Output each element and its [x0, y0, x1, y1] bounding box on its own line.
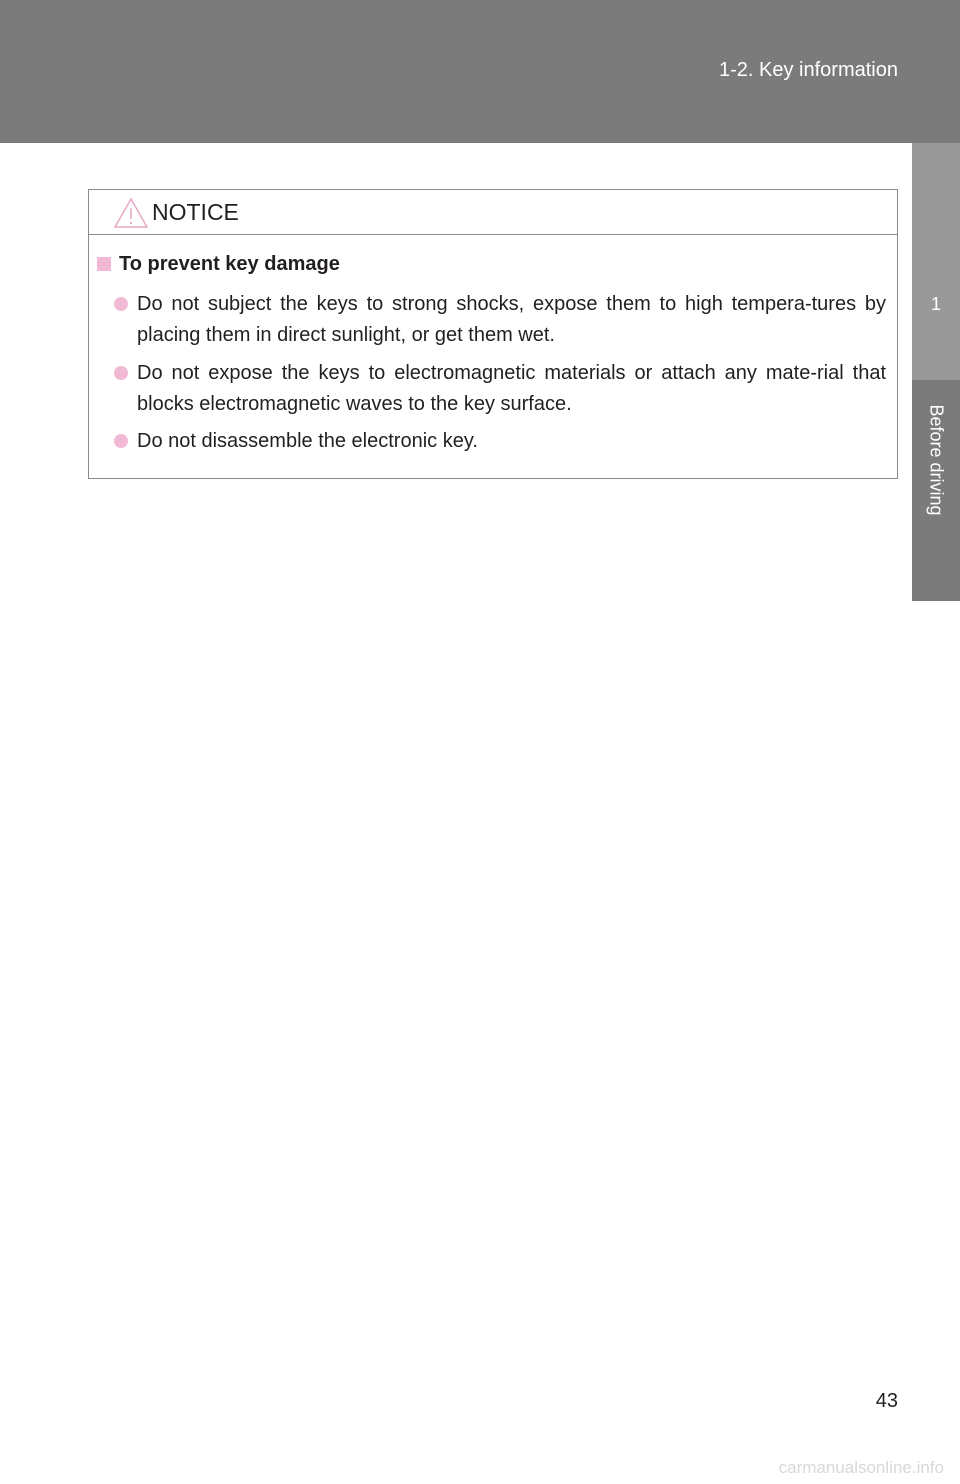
list-item-text: Do not subject the keys to strong shocks, expose them to high tempera-tures by placing them in direct sunlight, or get them wet.: [137, 293, 886, 346]
round-bullet-icon: [114, 366, 128, 380]
square-bullet-icon: [97, 257, 111, 271]
notice-box: [88, 189, 898, 479]
side-tab-chapter: [912, 143, 960, 380]
watermark: carmanualsonline.info: [778, 1458, 944, 1477]
chapter-number: 1: [930, 294, 941, 314]
list-item-text: Do not disassemble the electronic key.: [137, 430, 478, 452]
section-heading: [97, 253, 340, 276]
round-bullet-icon: [114, 434, 128, 448]
list-item: [114, 358, 886, 420]
list-item: [114, 426, 886, 457]
page-number: 43: [875, 1390, 898, 1412]
chapter-label: Before driving: [926, 404, 947, 516]
header-bar: [0, 0, 960, 143]
notice-title: NOTICE: [152, 199, 239, 225]
warning-triangle-icon: [113, 197, 149, 229]
section-heading-text: To prevent key damage: [119, 253, 340, 275]
section-title: 1-2. Key information: [719, 59, 898, 81]
list-item-text: Do not expose the keys to electromagnetic materials or attach any mate-rial that blocks electromagnetic waves to the key surface.: [137, 362, 886, 415]
round-bullet-icon: [114, 297, 128, 311]
notice-header: [89, 190, 897, 235]
list-item: [114, 289, 886, 351]
